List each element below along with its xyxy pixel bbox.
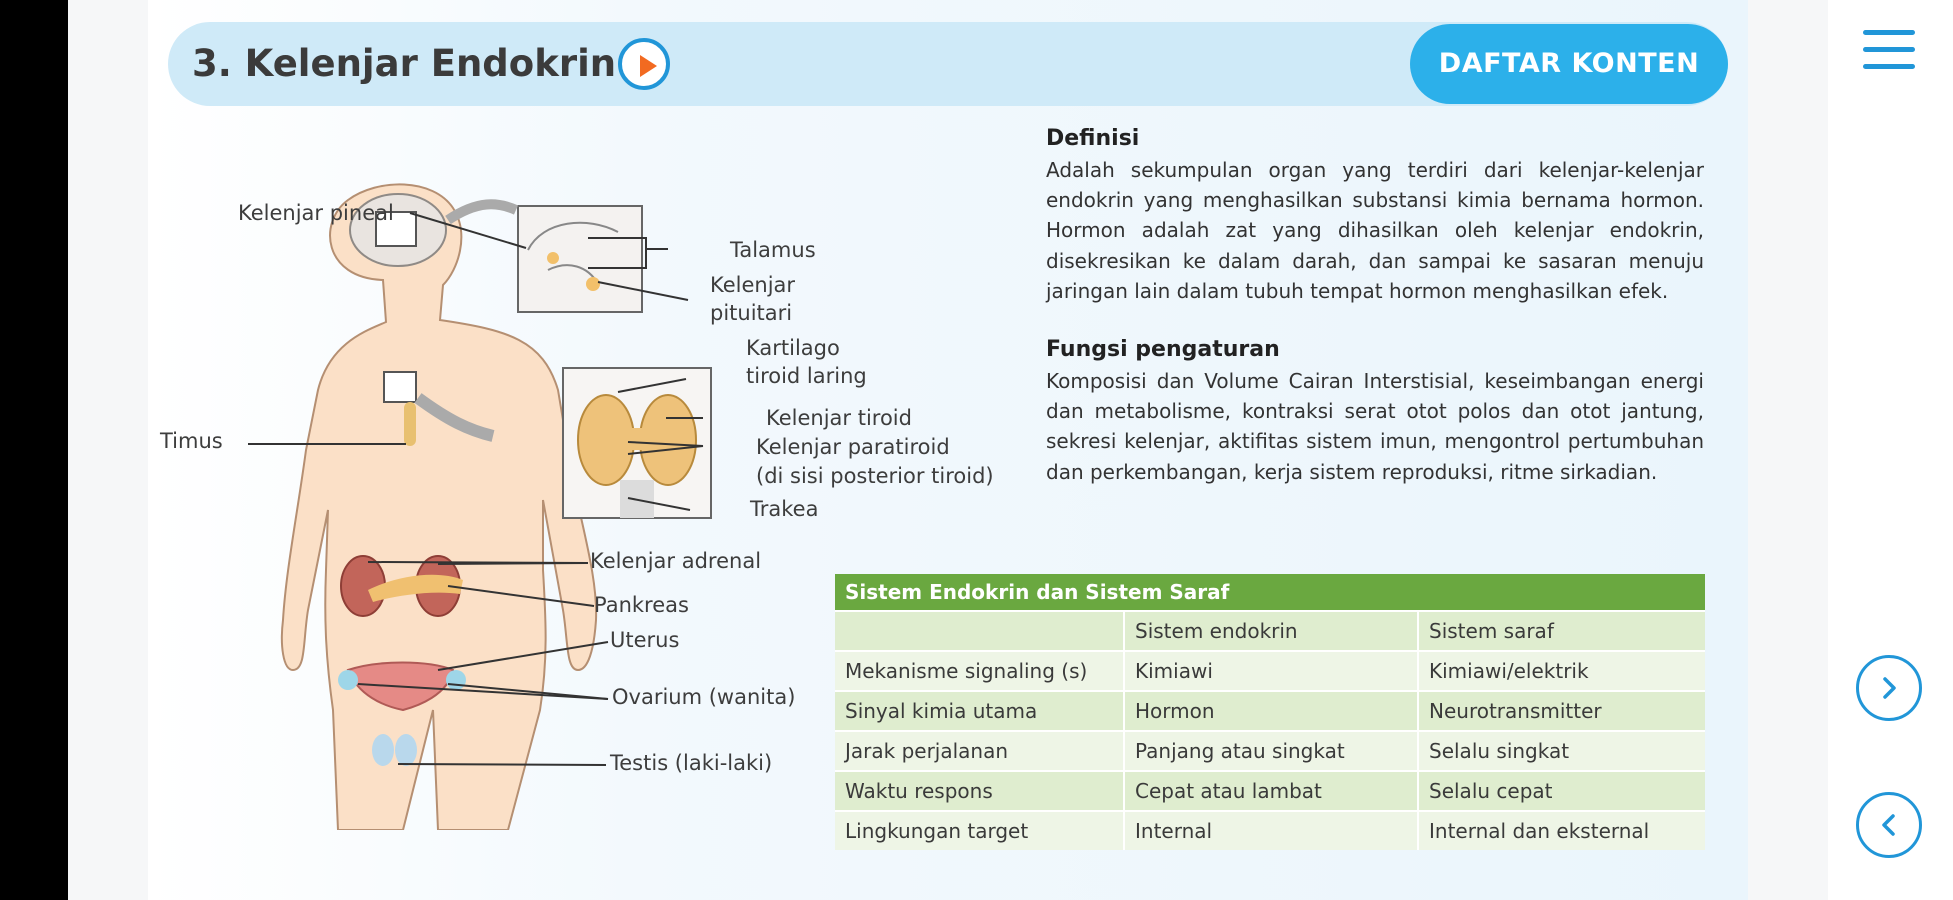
table-cell: Selalu cepat bbox=[1429, 779, 1553, 803]
table-cell: Internal dan eksternal bbox=[1429, 819, 1650, 843]
next-page-button[interactable] bbox=[1856, 655, 1922, 721]
table-cell: Internal bbox=[1125, 812, 1419, 850]
table-header-cell: Sistem endokrin bbox=[1125, 612, 1419, 650]
table-cell: Sinyal kimia utama bbox=[835, 692, 1125, 730]
label-pineal: Kelenjar pineal bbox=[238, 201, 394, 225]
definisi-heading: Definisi bbox=[1046, 126, 1140, 151]
content-list-button[interactable]: DAFTAR KONTEN bbox=[1410, 24, 1728, 104]
label-timus: Timus bbox=[160, 429, 223, 453]
chevron-right-icon bbox=[1876, 675, 1902, 701]
fungsi-text: Komposisi dan Volume Cairan Interstisial, keseimbangan energi dan metabolisme, kontraksi serat otot polos dan otot jantung, sekresi kelenjar, aktifitas sistem imun, mengontrol pertumbuhan dan perkembangan, kerja sistem reproduksi, ritme sirkadian. bbox=[1046, 369, 1704, 484]
hamburger-menu-icon[interactable] bbox=[1863, 30, 1915, 70]
label-ovarium: Ovarium (wanita) bbox=[612, 685, 796, 709]
page-title: 3. Kelenjar Endokrin bbox=[192, 42, 617, 85]
label-paratiroid-1: Kelenjar paratiroid bbox=[756, 435, 950, 459]
left-black-bar bbox=[0, 0, 68, 900]
table-cell: Hormon bbox=[1125, 692, 1419, 730]
table-row bbox=[835, 690, 1705, 730]
play-audio-button[interactable] bbox=[618, 38, 670, 90]
table-cell: Kimiawi/elektrik bbox=[1429, 659, 1589, 683]
table-cell: Panjang atau singkat bbox=[1125, 732, 1419, 770]
table-cell: Kimiawi bbox=[1125, 652, 1419, 690]
label-talamus: Talamus bbox=[730, 238, 816, 262]
table-title: Sistem Endokrin dan Sistem Saraf bbox=[835, 574, 1705, 610]
table-cell: Cepat atau lambat bbox=[1125, 772, 1419, 810]
label-trakea: Trakea bbox=[750, 497, 819, 521]
table-cell: Mekanisme signaling (s) bbox=[835, 652, 1125, 690]
label-paratiroid-2: (di sisi posterior tiroid) bbox=[756, 464, 994, 488]
chevron-left-icon bbox=[1876, 812, 1902, 838]
table-header-cell bbox=[835, 612, 1125, 650]
table-cell: Waktu respons bbox=[835, 772, 1125, 810]
label-pituitari-1: Kelenjar bbox=[710, 273, 796, 297]
label-adrenal: Kelenjar adrenal bbox=[590, 549, 762, 573]
label-tiroid: Kelenjar tiroid bbox=[766, 406, 912, 430]
menu-line bbox=[1863, 64, 1915, 69]
table-row bbox=[835, 730, 1705, 770]
table-cell: Selalu singkat bbox=[1429, 739, 1570, 763]
left-gutter bbox=[68, 0, 148, 900]
label-kartilago-1: Kartilago bbox=[746, 336, 840, 360]
comparison-table bbox=[835, 574, 1705, 850]
table-header-cell: Sistem saraf bbox=[1429, 619, 1554, 643]
table-cell: Lingkungan target bbox=[835, 812, 1125, 850]
label-pankreas: Pankreas bbox=[594, 593, 689, 617]
definisi-text: Adalah sekumpulan organ yang terdiri dari kelenjar-kelenjar endokrin yang menghasilkan substansi kimia bernama hormon. Hormon adalah zat yang dihasilkan oleh kelenjar endokrin, disekresikan ke dalam darah, dan sampai ke sasaran menuju jaringan lain dalam tubuh tempat hormon menghasilkan efek. bbox=[1046, 158, 1704, 303]
table-row bbox=[835, 770, 1705, 810]
table-header-row bbox=[835, 610, 1705, 650]
right-gutter bbox=[1748, 0, 1828, 900]
menu-line bbox=[1863, 30, 1915, 35]
play-icon bbox=[628, 48, 664, 84]
table-cell: Jarak perjalanan bbox=[835, 732, 1125, 770]
fungsi-heading: Fungsi pengaturan bbox=[1046, 337, 1280, 362]
label-pituitari-2: pituitari bbox=[710, 301, 793, 325]
table-cell: Neurotransmitter bbox=[1429, 699, 1602, 723]
table-row bbox=[835, 810, 1705, 850]
prev-page-button[interactable] bbox=[1856, 792, 1922, 858]
table-row bbox=[835, 650, 1705, 690]
neck-inset bbox=[384, 372, 416, 402]
menu-line bbox=[1863, 47, 1915, 52]
label-uterus: Uterus bbox=[610, 628, 680, 652]
label-kartilago-2: tiroid laring bbox=[746, 364, 867, 388]
label-testis: Testis (laki-laki) bbox=[610, 751, 773, 775]
